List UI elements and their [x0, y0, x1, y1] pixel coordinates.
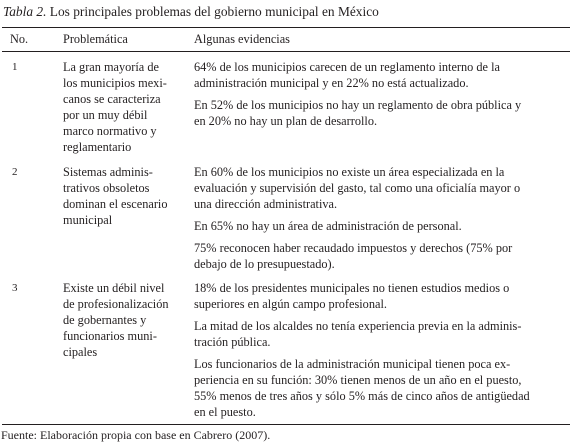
evidence-line: 64% de los municipios carecen de un reglamento interno de la	[194, 60, 500, 74]
problem-line: reglamentario	[63, 140, 132, 154]
evidence-line: debajo de lo presupuestado).	[194, 257, 335, 271]
problem-line: marco normativo y	[63, 124, 157, 138]
problems-table	[2, 27, 570, 425]
problem-line: canos se caracteriza	[63, 92, 161, 106]
problem-line: de gobernantes y	[63, 313, 147, 327]
evidence-line: En 65% no hay un área de administración de personal.	[194, 219, 462, 233]
problem-line: trativos obsoletos	[63, 181, 150, 195]
row-number: 1	[12, 61, 18, 73]
table-header-row	[2, 28, 570, 52]
problem-line: Sistemas adminis-	[63, 165, 153, 179]
problem-line: funcionarios muni-	[63, 329, 157, 343]
table-source-note: Fuente: Elaboración propia con base en Cabrero (2007).	[1, 428, 271, 442]
evidence-paragraph	[194, 280, 570, 312]
evidence-line: 75% reconocen haber recaudado impuestos y derechos (75% por	[194, 241, 513, 255]
table-caption-label: Tabla 2.	[3, 4, 47, 19]
problem-line: municipal	[63, 213, 113, 227]
problem-line: cipales	[63, 345, 98, 359]
table-caption-title: Los principales problemas del gobierno municipal en México	[46, 4, 379, 19]
evidence-cell	[187, 155, 570, 272]
evidence-paragraph	[194, 240, 570, 272]
evidence-line: una dirección administrativa.	[194, 197, 338, 211]
evidence-line: evaluación y supervisión del gasto, tal como una oficialía mayor o	[194, 181, 521, 195]
evidence-line: Los funcionarios de la administración municipal tienen poca ex-	[194, 357, 511, 371]
evidence-paragraph	[194, 164, 570, 212]
table-caption	[3, 3, 379, 21]
evidence-cell	[187, 52, 570, 156]
problem-line: Existe un débil nivel	[63, 281, 165, 295]
table-row	[2, 52, 570, 156]
evidence-line: La mitad de los alcaldes no tenía experiencia previa en la adminis-	[194, 319, 522, 333]
evidence-line: tración pública.	[194, 335, 271, 349]
problem-line: La gran mayoría de	[63, 60, 159, 74]
evidence-paragraph	[194, 218, 570, 234]
evidence-line: administración municipal y en 22% no está actualizado.	[194, 76, 469, 90]
row-number: 3	[12, 282, 18, 294]
problem-line: por un muy débil	[63, 108, 148, 122]
problem-cell	[56, 52, 187, 156]
evidence-paragraph	[194, 356, 570, 420]
evidence-line: en 20% no hay un plan de desarrollo.	[194, 114, 378, 128]
problem-line: dominan el escenario	[63, 197, 168, 211]
evidence-paragraph	[194, 318, 570, 350]
header-problem: Problemática	[56, 28, 187, 52]
problem-cell	[56, 272, 187, 425]
evidence-line: periencia en su función: 30% tienen menos de un año en el puesto,	[194, 373, 522, 387]
evidence-line: En 60% de los municipios no existe un área especializada en la	[194, 165, 505, 179]
evidence-line: En 52% de los municipios no hay un reglamento de obra pública y	[194, 98, 522, 112]
problem-line: de profesionalización	[63, 297, 169, 311]
evidence-paragraph	[194, 59, 570, 91]
header-number: No.	[2, 28, 56, 52]
problem-line: los municipios mexi-	[63, 76, 167, 90]
row-number: 2	[12, 166, 18, 178]
evidence-line: en el puesto.	[194, 405, 256, 419]
table-row	[2, 155, 570, 272]
evidence-line: 18% de los presidentes municipales no tienen estudios medios o	[194, 281, 510, 295]
evidence-cell	[187, 272, 570, 425]
evidence-line: 55% menos de tres años y sólo 5% más de cinco años de antigüedad	[194, 389, 530, 403]
problem-cell	[56, 155, 187, 272]
evidence-paragraph	[194, 97, 570, 129]
evidence-line: superiores en algún campo profesional.	[194, 297, 387, 311]
table-row	[2, 272, 570, 425]
header-evidence: Algunas evidencias	[187, 28, 570, 52]
